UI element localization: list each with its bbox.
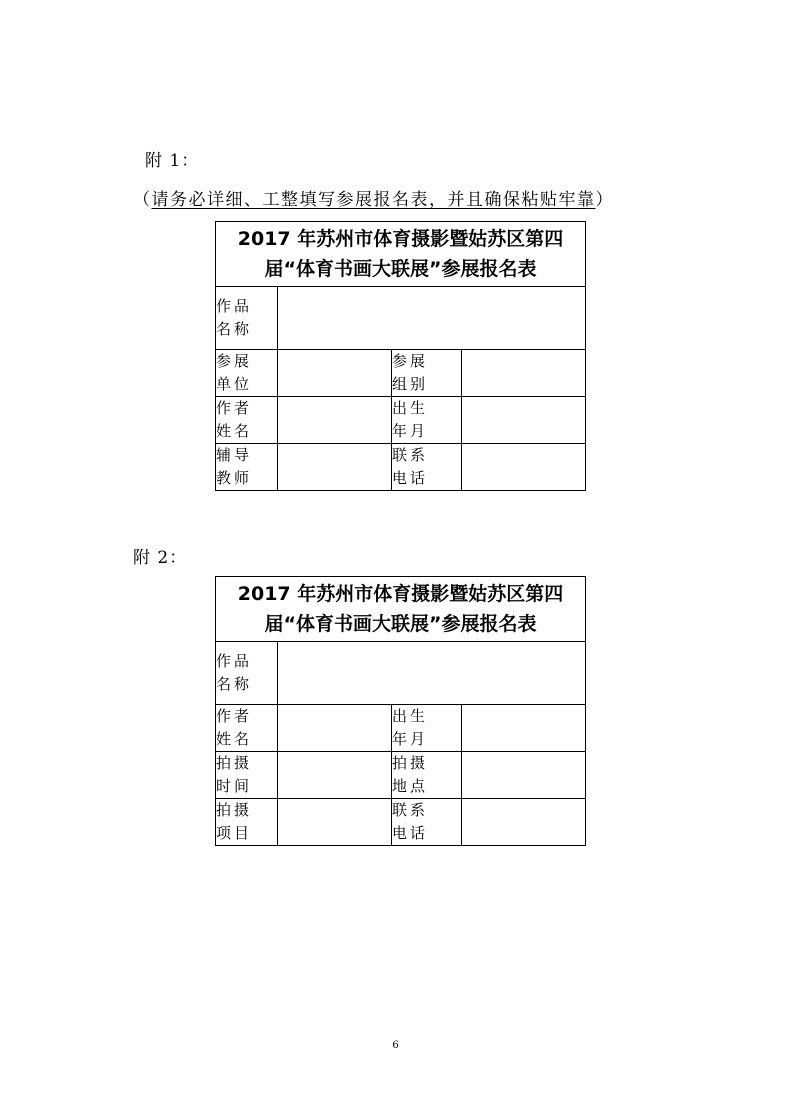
registration-form-1 — [215, 221, 586, 491]
attachment-2-label: 附 2： — [133, 548, 188, 568]
instruction-close-paren: ） — [595, 190, 614, 210]
field-phone[interactable] — [462, 799, 586, 846]
field-shoot-location[interactable] — [462, 752, 586, 799]
label-shoot-time: 拍摄 时间 — [216, 752, 278, 799]
form-title — [216, 222, 586, 287]
field-phone[interactable] — [462, 444, 586, 491]
field-shoot-event[interactable] — [278, 799, 392, 846]
label-phone: 联系 电话 — [392, 799, 462, 846]
field-author-name[interactable] — [278, 705, 392, 752]
label-entry-group: 参展 组别 — [392, 350, 462, 397]
field-birth-date[interactable] — [462, 397, 586, 444]
field-entry-group[interactable] — [462, 350, 586, 397]
page-number: 6 — [392, 1040, 399, 1051]
label-shoot-location: 拍摄 地点 — [392, 752, 462, 799]
form-title-line-1: 2017 年苏州市体育摄影暨姑苏区第四 — [237, 228, 564, 250]
registration-form-2 — [215, 576, 586, 846]
field-birth-date[interactable] — [462, 705, 586, 752]
field-work-name[interactable] — [278, 287, 586, 350]
field-entry-unit[interactable] — [278, 350, 392, 397]
instruction-underlined: 请务必详细、工整填写参展报名表，并且确保粘贴牢靠 — [151, 190, 596, 210]
field-shoot-time[interactable] — [278, 752, 392, 799]
label-entry-unit: 参展 单位 — [216, 350, 278, 397]
form-title — [216, 577, 586, 642]
form-title-line-1: 2017 年苏州市体育摄影暨姑苏区第四 — [237, 583, 564, 605]
label-author-name: 作者 姓名 — [216, 705, 278, 752]
instruction-open-paren: （ — [133, 190, 152, 210]
label-work-name: 作品 名称 — [216, 642, 278, 705]
field-tutor[interactable] — [278, 444, 392, 491]
label-author-name: 作者 姓名 — [216, 397, 278, 444]
attachment-1-label: 附 1： — [145, 151, 200, 171]
field-author-name[interactable] — [278, 397, 392, 444]
field-work-name[interactable] — [278, 642, 586, 705]
label-birth-date: 出生 年月 — [392, 705, 462, 752]
label-birth-date: 出生 年月 — [392, 397, 462, 444]
label-work-name: 作品 名称 — [216, 287, 278, 350]
label-shoot-event: 拍摄 项目 — [216, 799, 278, 846]
label-tutor: 辅导 教师 — [216, 444, 278, 491]
label-phone: 联系 电话 — [392, 444, 462, 491]
form-title-line-2: 届“体育书画大联展”参展报名表 — [264, 258, 537, 280]
instruction-text — [133, 185, 614, 210]
form-title-line-2: 届“体育书画大联展”参展报名表 — [264, 613, 537, 635]
